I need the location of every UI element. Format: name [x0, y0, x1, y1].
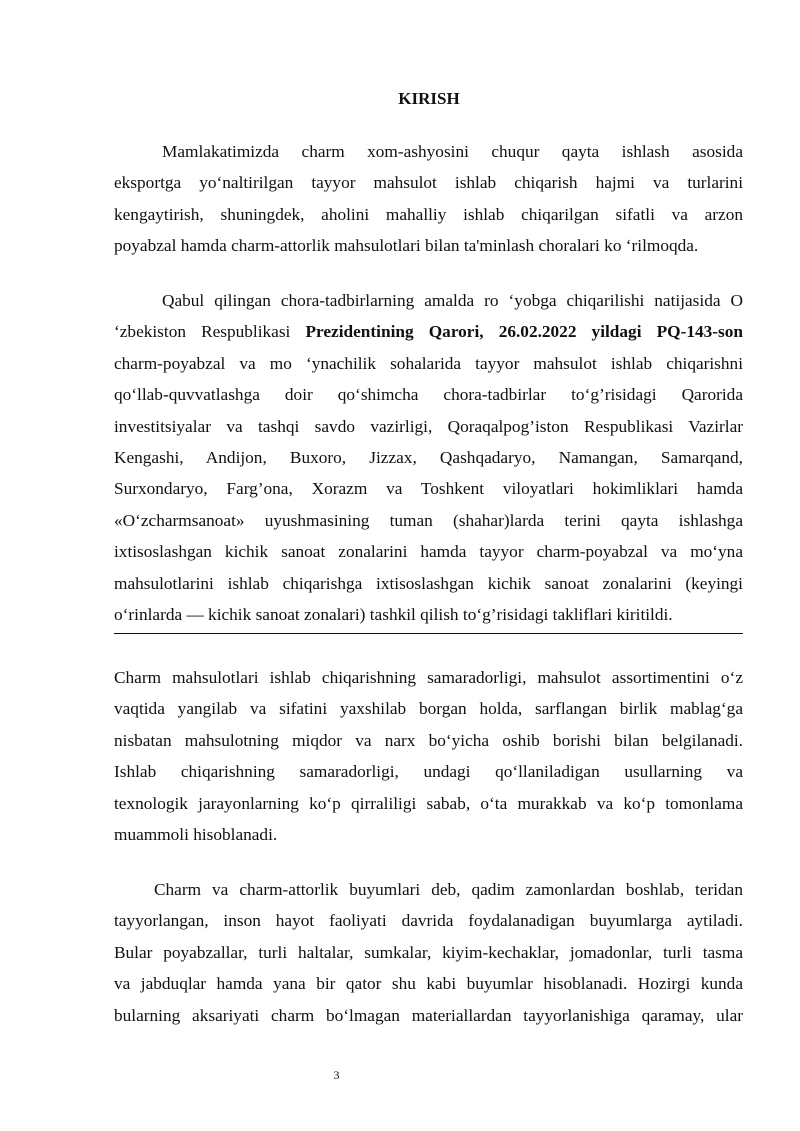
page-number: 3	[333, 1068, 340, 1082]
text-line: muammoli hisoblanadi.	[114, 825, 278, 845]
text-line: eksportga yo‘naltirilgan tayyor mahsulot ishlab chiqarish hajmi va turlarini	[114, 173, 743, 193]
decree-reference: Prezidentining Qarori, 26.02.2022 yildagi PQ-143-son	[305, 322, 743, 342]
text-line: Surxondaryo, Farg’ona, Xorazm va Toshkent viloyatlari hokimliklari hamda	[114, 479, 743, 499]
text-line: texnologik jarayonlarning ko‘p qirraliligi sabab, o‘ta murakkab va ko‘p tomonlama	[114, 793, 743, 813]
text-line: Ishlab chiqarishning samaradorligi, undagi qo‘llaniladigan usullarning va	[114, 762, 743, 782]
text-line: charm-poyabzal va mo ‘ynachilik sohalarida tayyor mahsulot ishlab chiqarishni	[114, 353, 743, 373]
text-line: tayyorlangan, inson hayot faoliyati davrida foydalanadigan buyumlarga aytiladi.	[114, 911, 743, 931]
text-line: investitsiyalar va tashqi savdo vazirligi, Qoraqalpog’iston Respublikasi Vazirlar	[114, 416, 743, 436]
text-line: va jabduqlar hamda yana bir qator shu kabi buyumlar hisoblanadi. Hozirgi kunda	[114, 974, 743, 994]
text-line	[114, 316, 743, 347]
text-line: kengaytirish, shuningdek, aholini mahalliy ishlab chiqarilgan sifatli va arzon	[114, 204, 743, 224]
paragraph-leather-goods	[114, 874, 743, 1031]
section-heading: KIRISH	[398, 89, 460, 108]
text-line: ixtisoslashgan kichik sanoat zonalarini hamda tayyor charm-poyabzal va mo‘yna	[114, 542, 743, 562]
horizontal-rule	[114, 633, 743, 634]
text-line: o‘rinlarda — kichik sanoat zonalari) tashkil qilish to‘g’risidagi takliflari kiritildi.	[114, 605, 673, 625]
text-line: Charm mahsulotlari ishlab chiqarishning samaradorligi, mahsulot assortimentini o‘z	[114, 668, 743, 687]
paragraph-efficiency	[114, 662, 743, 850]
paragraph-decree	[114, 285, 743, 630]
text-line	[114, 136, 743, 167]
text-line: «O‘zcharmsanoat» uyushmasining tuman (shahar)larda terini qayta ishlashga	[114, 510, 743, 530]
text-line-content: Mamlakatimizda charm xom-ashyosini chuqur qayta ishlash asosida	[162, 142, 743, 161]
text-line: mahsulotlarini ishlab chiqarishga ixtisoslashgan kichik sanoat zonalarini (keyingi	[114, 573, 743, 593]
text-line-content: Charm va charm-attorlik buyumlari deb, qadim zamonlardan boshlab, teridan	[154, 880, 743, 899]
text-line-content: ‘zbekiston Respublikasi	[114, 322, 306, 342]
text-line: nisbatan mahsulotning miqdor va narx bo‘yicha oshib borishi bilan belgilanadi.	[114, 730, 743, 750]
text-line: bularning aksariyati charm bo‘lmagan materiallardan tayyorlanishiga qaramay, ular	[114, 1005, 743, 1025]
text-line	[114, 285, 743, 316]
text-line: poyabzal hamda charm-attorlik mahsulotlari bilan ta'minlash choralari ko ‘rilmoqda.	[114, 236, 699, 256]
text-line-content: Qabul qilingan chora-tadbirlarning amalda ro ‘yobga chiqarilishi natijasida O	[162, 291, 743, 310]
text-line	[114, 874, 743, 905]
text-line: Bular poyabzallar, turli haltalar, sumkalar, kiyim-kechaklar, jomadonlar, turli tasma	[114, 942, 743, 962]
text-line: vaqtida yangilab va sifatini yaxshilab borgan holda, sarflangan birlik mablag‘ga	[114, 699, 743, 719]
text-line: Kengashi, Andijon, Buxoro, Jizzax, Qashqadaryo, Namangan, Samarqand,	[114, 448, 743, 468]
paragraph-intro	[114, 136, 743, 262]
text-line: qo‘llab-quvvatlashga doir qo‘shimcha chora-tadbirlar to‘g’risidagi Qarorida	[114, 385, 743, 405]
